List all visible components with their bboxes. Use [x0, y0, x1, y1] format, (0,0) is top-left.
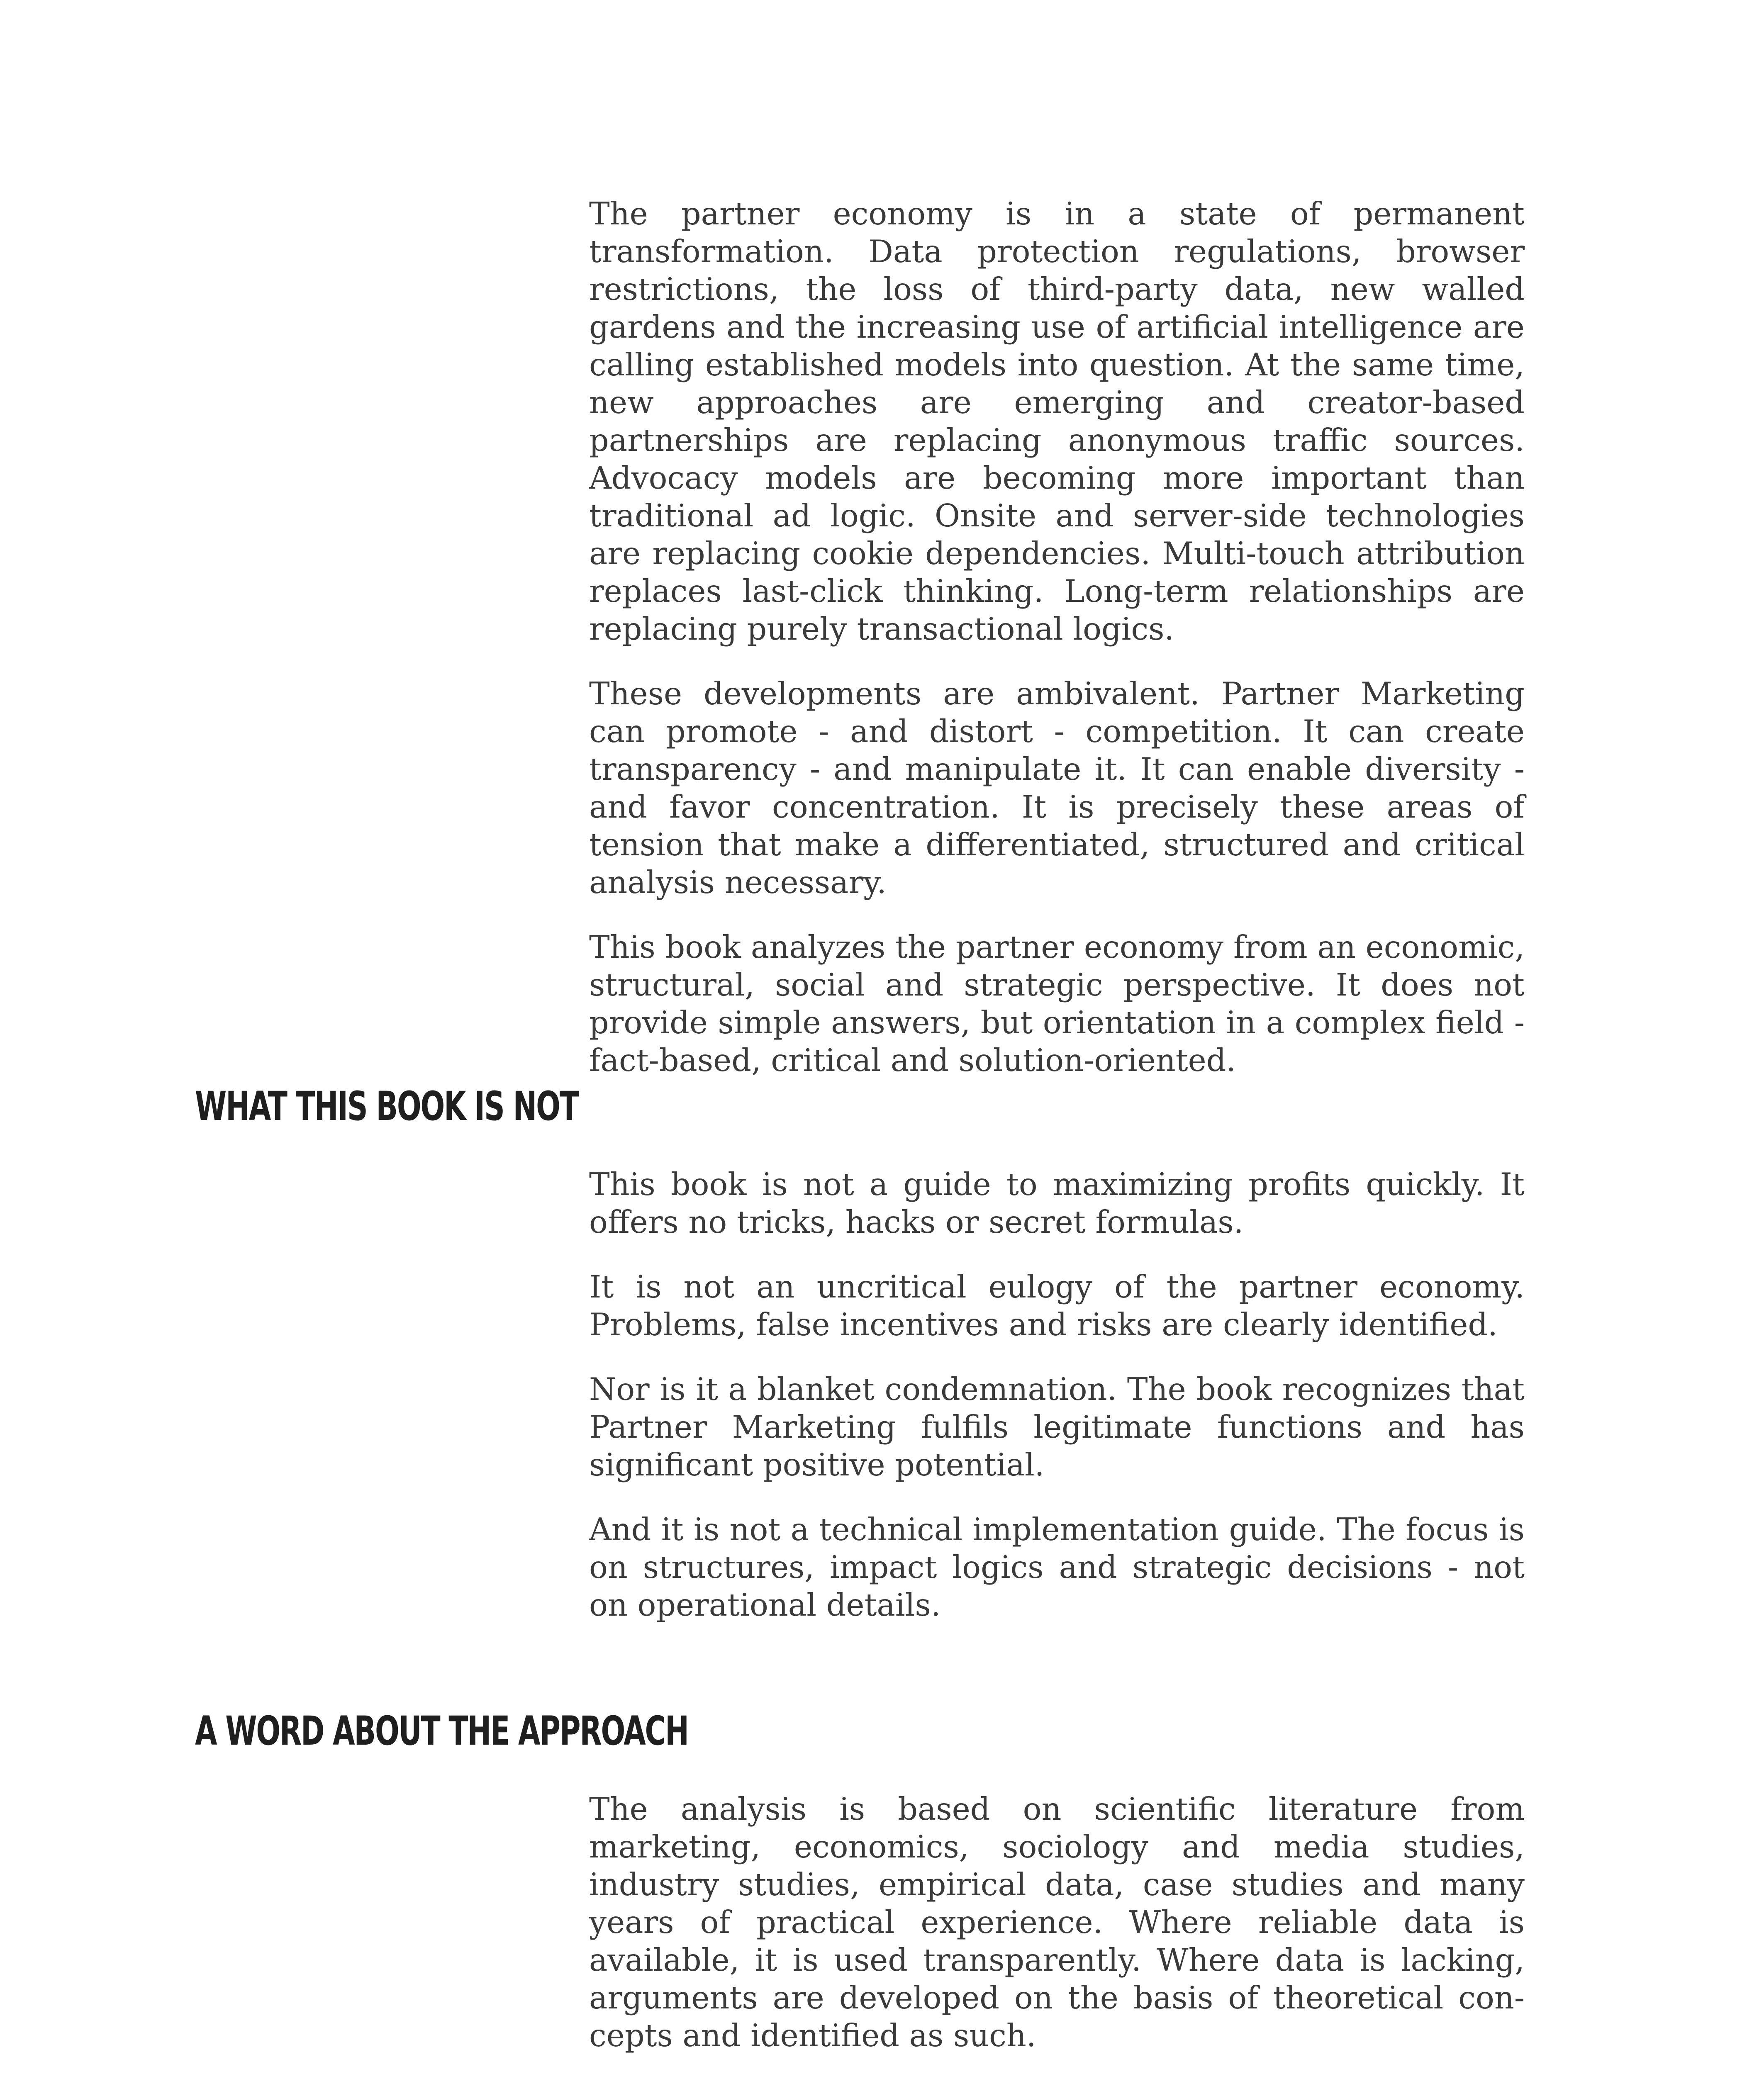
section-heading-approach: A WORD ABOUT THE APPROACH	[195, 1708, 688, 1754]
approach-paragraph-1: The analysis is based on scientific literature from marketing, economics, sociology and media studies, industry studies, empirical data, case studies and many years of practical experience. Where reliable data is available, it is used transparently. Where data is lacking, arguments are developed on the basis of theoretical concepts and identified as such.	[589, 1791, 1525, 2054]
intro-paragraph-3: This book analyzes the partner economy from an economic, structural, social and strategic perspective. It does not provide simple answers, but orientation in a complex field - fact-based, critical and solution-oriented.	[589, 929, 1525, 1078]
not-paragraph-1: This book is not a guide to maximizing profits quickly. It offers no tricks, hacks or secret formulas.	[589, 1166, 1525, 1240]
not-paragraph-3: Nor is it a blanket condemnation. The book recognizes that Partner Marketing fulfils legitimate functions and has significant positive potential.	[589, 1371, 1525, 1483]
not-paragraph-2: It is not an uncritical eulogy of the partner economy. Problems, false incentives and risks are clearly identified.	[589, 1269, 1525, 1343]
section-heading-not: WHAT THIS BOOK IS NOT	[195, 1083, 578, 1130]
intro-paragraph-1: The partner economy is in a state of permanent transformation. Data protection regulations, browser restrictions, the loss of third-party data, new walled gardens and the increasing use of artificial intelligence are calling established models into question. At the same time, new approaches are emerging and creator-based partnerships are replacing anonymous traffic sources. Advocacy models are becoming more important than traditional ad logic. Onsite and server-side technologies are replacing cookie dependencies. Multi-touch attribution replaces last-click thinking. Long-term relationships are replacing purely transactional logics.	[589, 196, 1525, 647]
intro-section	[589, 195, 1525, 1106]
section-not-body	[589, 1166, 1525, 1651]
section-approach-body	[589, 1790, 1525, 2074]
intro-paragraph-2: These developments are ambivalent. Partner Marketing can promote - and distort - competition. It can create transparency - and manipulate it. It can enable diversity - and favor concentration. It is precisely these areas of tension that make a differentiated, structured and critical analysis necessary.	[589, 676, 1525, 901]
not-paragraph-4: And it is not a technical implementation guide. The focus is on structures, impact logics and strategic decisions - not on operational details.	[589, 1512, 1525, 1623]
